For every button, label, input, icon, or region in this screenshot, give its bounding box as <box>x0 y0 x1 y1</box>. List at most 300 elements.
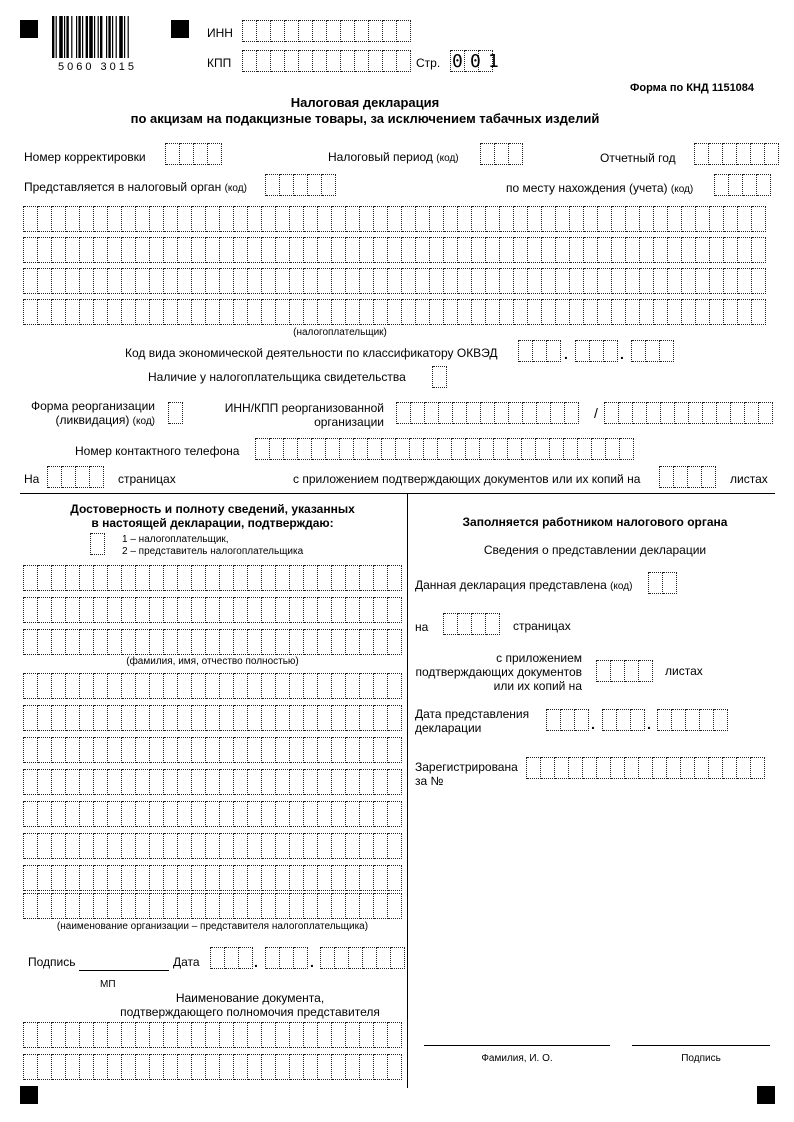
char-cell[interactable] <box>94 705 108 731</box>
fio-row-1[interactable] <box>23 565 402 591</box>
char-cell[interactable] <box>164 737 178 763</box>
char-cell[interactable] <box>528 206 542 232</box>
char-cell[interactable] <box>604 340 618 362</box>
char-cell[interactable] <box>164 299 178 325</box>
char-cell[interactable] <box>38 565 52 591</box>
char-cell[interactable] <box>38 673 52 699</box>
correction-cells[interactable] <box>165 143 222 165</box>
char-cell[interactable] <box>374 769 388 795</box>
char-cell[interactable] <box>710 299 724 325</box>
char-cell[interactable] <box>416 268 430 294</box>
char-cell[interactable] <box>332 237 346 263</box>
char-cell[interactable] <box>388 299 402 325</box>
char-cell[interactable] <box>731 402 745 424</box>
confirm-type-cell[interactable] <box>90 533 105 555</box>
char-cell[interactable] <box>514 268 528 294</box>
char-cell[interactable] <box>80 1022 94 1048</box>
char-cell[interactable] <box>164 673 178 699</box>
char-cell[interactable] <box>433 366 447 388</box>
char-cell[interactable] <box>724 237 738 263</box>
char-cell[interactable] <box>668 237 682 263</box>
char-cell[interactable] <box>234 268 248 294</box>
char-cell[interactable] <box>66 893 80 919</box>
char-cell[interactable] <box>66 865 80 891</box>
auth-date-day-cells[interactable] <box>546 709 589 731</box>
char-cell[interactable] <box>757 174 771 196</box>
char-cell[interactable] <box>360 299 374 325</box>
char-cell[interactable] <box>164 1054 178 1080</box>
taxpayer-row-4[interactable] <box>23 299 766 325</box>
char-cell[interactable] <box>276 299 290 325</box>
char-cell[interactable] <box>248 629 262 655</box>
char-cell[interactable] <box>689 402 703 424</box>
char-cell[interactable] <box>346 597 360 623</box>
certificate-cell[interactable] <box>432 366 447 388</box>
char-cell[interactable] <box>220 299 234 325</box>
char-cell[interactable] <box>550 438 564 460</box>
char-cell[interactable] <box>632 340 646 362</box>
char-cell[interactable] <box>696 268 710 294</box>
char-cell[interactable] <box>374 737 388 763</box>
char-cell[interactable] <box>62 466 76 488</box>
char-cell[interactable] <box>234 629 248 655</box>
char-cell[interactable] <box>150 1022 164 1048</box>
char-cell[interactable] <box>374 673 388 699</box>
char-cell[interactable] <box>647 402 661 424</box>
char-cell[interactable] <box>80 597 94 623</box>
char-cell[interactable] <box>318 833 332 859</box>
char-cell[interactable] <box>248 705 262 731</box>
char-cell[interactable] <box>332 705 346 731</box>
char-cell[interactable] <box>430 299 444 325</box>
char-cell[interactable] <box>38 629 52 655</box>
char-cell[interactable] <box>220 206 234 232</box>
char-cell[interactable] <box>304 629 318 655</box>
org-row-5[interactable] <box>23 801 402 827</box>
char-cell[interactable] <box>38 705 52 731</box>
char-cell[interactable] <box>164 769 178 795</box>
char-cell[interactable] <box>332 673 346 699</box>
char-cell[interactable] <box>598 299 612 325</box>
auth-pages-cells[interactable] <box>443 613 500 635</box>
char-cell[interactable] <box>318 865 332 891</box>
char-cell[interactable] <box>709 143 723 165</box>
char-cell[interactable] <box>332 268 346 294</box>
char-cell[interactable] <box>122 801 136 827</box>
char-cell[interactable] <box>590 340 604 362</box>
char-cell[interactable] <box>360 801 374 827</box>
char-cell[interactable] <box>262 629 276 655</box>
char-cell[interactable] <box>248 1054 262 1080</box>
char-cell[interactable] <box>346 737 360 763</box>
char-cell[interactable] <box>396 438 410 460</box>
char-cell[interactable] <box>695 757 709 779</box>
char-cell[interactable] <box>164 833 178 859</box>
char-cell[interactable] <box>262 673 276 699</box>
char-cell[interactable] <box>332 597 346 623</box>
doc-row-2[interactable] <box>23 1054 402 1080</box>
char-cell[interactable] <box>52 893 66 919</box>
char-cell[interactable] <box>592 438 606 460</box>
char-cell[interactable] <box>122 565 136 591</box>
char-cell[interactable] <box>266 174 280 196</box>
char-cell[interactable] <box>276 206 290 232</box>
char-cell[interactable] <box>514 299 528 325</box>
char-cell[interactable] <box>495 402 509 424</box>
doc-row-1[interactable] <box>23 1022 402 1048</box>
char-cell[interactable] <box>24 1022 38 1048</box>
char-cell[interactable] <box>710 268 724 294</box>
char-cell[interactable] <box>318 629 332 655</box>
char-cell[interactable] <box>388 1022 402 1048</box>
char-cell[interactable] <box>122 299 136 325</box>
char-cell[interactable] <box>262 565 276 591</box>
char-cell[interactable] <box>313 50 327 72</box>
char-cell[interactable] <box>290 565 304 591</box>
char-cell[interactable] <box>220 1054 234 1080</box>
char-cell[interactable] <box>480 438 494 460</box>
char-cell[interactable] <box>374 893 388 919</box>
char-cell[interactable] <box>108 1054 122 1080</box>
char-cell[interactable] <box>122 629 136 655</box>
auth-fio-line[interactable] <box>424 1045 610 1046</box>
char-cell[interactable] <box>737 757 751 779</box>
char-cell[interactable] <box>24 237 38 263</box>
char-cell[interactable] <box>150 705 164 731</box>
char-cell[interactable] <box>318 597 332 623</box>
char-cell[interactable] <box>388 673 402 699</box>
char-cell[interactable] <box>122 737 136 763</box>
char-cell[interactable] <box>626 299 640 325</box>
char-cell[interactable] <box>715 174 729 196</box>
char-cell[interactable] <box>360 737 374 763</box>
char-cell[interactable] <box>24 565 38 591</box>
char-cell[interactable] <box>318 769 332 795</box>
char-cell[interactable] <box>192 237 206 263</box>
char-cell[interactable] <box>340 438 354 460</box>
char-cell[interactable] <box>38 299 52 325</box>
char-cell[interactable] <box>500 206 514 232</box>
char-cell[interactable] <box>416 299 430 325</box>
char-cell[interactable] <box>108 893 122 919</box>
char-cell[interactable] <box>262 705 276 731</box>
char-cell[interactable] <box>388 705 402 731</box>
pages-cells[interactable] <box>47 466 104 488</box>
char-cell[interactable] <box>332 629 346 655</box>
char-cell[interactable] <box>24 801 38 827</box>
char-cell[interactable] <box>759 402 773 424</box>
char-cell[interactable] <box>682 206 696 232</box>
char-cell[interactable] <box>597 757 611 779</box>
char-cell[interactable] <box>710 237 724 263</box>
char-cell[interactable] <box>66 705 80 731</box>
char-cell[interactable] <box>192 1022 206 1048</box>
char-cell[interactable] <box>248 673 262 699</box>
char-cell[interactable] <box>542 237 556 263</box>
char-cell[interactable] <box>94 673 108 699</box>
char-cell[interactable] <box>248 893 262 919</box>
char-cell[interactable] <box>271 50 285 72</box>
char-cell[interactable] <box>290 597 304 623</box>
char-cell[interactable] <box>220 1022 234 1048</box>
char-cell[interactable] <box>388 737 402 763</box>
char-cell[interactable] <box>276 629 290 655</box>
char-cell[interactable] <box>178 565 192 591</box>
char-cell[interactable] <box>220 237 234 263</box>
char-cell[interactable] <box>66 565 80 591</box>
char-cell[interactable] <box>444 206 458 232</box>
fio-row-2[interactable] <box>23 597 402 623</box>
char-cell[interactable] <box>696 237 710 263</box>
char-cell[interactable] <box>611 757 625 779</box>
char-cell[interactable] <box>108 737 122 763</box>
char-cell[interactable] <box>108 1022 122 1048</box>
char-cell[interactable] <box>52 673 66 699</box>
char-cell[interactable] <box>318 737 332 763</box>
char-cell[interactable] <box>122 893 136 919</box>
char-cell[interactable] <box>388 893 402 919</box>
char-cell[interactable] <box>262 1054 276 1080</box>
char-cell[interactable] <box>122 237 136 263</box>
char-cell[interactable] <box>397 402 411 424</box>
char-cell[interactable] <box>304 893 318 919</box>
char-cell[interactable] <box>667 757 681 779</box>
char-cell[interactable] <box>631 709 645 731</box>
char-cell[interactable] <box>612 268 626 294</box>
char-cell[interactable] <box>80 769 94 795</box>
char-cell[interactable] <box>674 466 688 488</box>
char-cell[interactable] <box>569 757 583 779</box>
char-cell[interactable] <box>206 299 220 325</box>
char-cell[interactable] <box>346 1022 360 1048</box>
char-cell[interactable] <box>745 402 759 424</box>
char-cell[interactable] <box>80 206 94 232</box>
char-cell[interactable] <box>584 206 598 232</box>
char-cell[interactable] <box>262 865 276 891</box>
org-row-4[interactable] <box>23 769 402 795</box>
char-cell[interactable] <box>290 299 304 325</box>
char-cell[interactable] <box>388 865 402 891</box>
auth-attach-cells[interactable] <box>596 660 653 682</box>
char-cell[interactable] <box>76 466 90 488</box>
char-cell[interactable] <box>220 893 234 919</box>
char-cell[interactable] <box>136 893 150 919</box>
char-cell[interactable] <box>751 757 765 779</box>
char-cell[interactable] <box>94 801 108 827</box>
char-cell[interactable] <box>360 206 374 232</box>
char-cell[interactable] <box>700 709 714 731</box>
char-cell[interactable] <box>276 673 290 699</box>
char-cell[interactable] <box>206 769 220 795</box>
char-cell[interactable] <box>80 865 94 891</box>
char-cell[interactable] <box>178 299 192 325</box>
kpp-cells[interactable] <box>242 50 411 72</box>
char-cell[interactable] <box>248 865 262 891</box>
taxpayer-row-1[interactable] <box>23 206 766 232</box>
char-cell[interactable] <box>80 565 94 591</box>
char-cell[interactable] <box>542 206 556 232</box>
char-cell[interactable] <box>66 597 80 623</box>
char-cell[interactable] <box>80 629 94 655</box>
auth-date-year-cells[interactable] <box>657 709 728 731</box>
char-cell[interactable] <box>164 597 178 623</box>
attachment-cells[interactable] <box>659 466 716 488</box>
char-cell[interactable] <box>150 597 164 623</box>
char-cell[interactable] <box>318 893 332 919</box>
char-cell[interactable] <box>547 340 561 362</box>
char-cell[interactable] <box>136 769 150 795</box>
char-cell[interactable] <box>556 237 570 263</box>
char-cell[interactable] <box>94 565 108 591</box>
char-cell[interactable] <box>24 629 38 655</box>
char-cell[interactable] <box>717 402 731 424</box>
char-cell[interactable] <box>192 705 206 731</box>
char-cell[interactable] <box>318 206 332 232</box>
char-cell[interactable] <box>248 801 262 827</box>
char-cell[interactable] <box>52 833 66 859</box>
char-cell[interactable] <box>603 709 617 731</box>
char-cell[interactable] <box>575 709 589 731</box>
char-cell[interactable] <box>290 801 304 827</box>
char-cell[interactable] <box>649 572 663 594</box>
char-cell[interactable] <box>346 705 360 731</box>
char-cell[interactable] <box>108 268 122 294</box>
char-cell[interactable] <box>108 705 122 731</box>
char-cell[interactable] <box>654 206 668 232</box>
char-cell[interactable] <box>262 299 276 325</box>
char-cell[interactable] <box>24 268 38 294</box>
char-cell[interactable] <box>178 629 192 655</box>
char-cell[interactable] <box>276 597 290 623</box>
char-cell[interactable] <box>94 206 108 232</box>
char-cell[interactable] <box>262 597 276 623</box>
char-cell[interactable] <box>220 865 234 891</box>
char-cell[interactable] <box>467 402 481 424</box>
char-cell[interactable] <box>360 865 374 891</box>
char-cell[interactable] <box>383 20 397 42</box>
char-cell[interactable] <box>94 833 108 859</box>
char-cell[interactable] <box>737 143 751 165</box>
char-cell[interactable] <box>178 673 192 699</box>
char-cell[interactable] <box>164 206 178 232</box>
char-cell[interactable] <box>332 1054 346 1080</box>
char-cell[interactable] <box>382 438 396 460</box>
char-cell[interactable] <box>486 206 500 232</box>
char-cell[interactable] <box>150 865 164 891</box>
char-cell[interactable] <box>234 597 248 623</box>
char-cell[interactable] <box>192 893 206 919</box>
char-cell[interactable] <box>276 705 290 731</box>
char-cell[interactable] <box>377 947 391 969</box>
char-cell[interactable] <box>542 299 556 325</box>
char-cell[interactable] <box>724 268 738 294</box>
char-cell[interactable] <box>234 865 248 891</box>
char-cell[interactable] <box>714 709 728 731</box>
char-cell[interactable] <box>565 402 579 424</box>
char-cell[interactable] <box>262 206 276 232</box>
char-cell[interactable] <box>561 709 575 731</box>
char-cell[interactable] <box>346 1054 360 1080</box>
char-cell[interactable] <box>346 268 360 294</box>
char-cell[interactable] <box>192 673 206 699</box>
char-cell[interactable] <box>738 206 752 232</box>
char-cell[interactable] <box>38 737 52 763</box>
char-cell[interactable] <box>542 268 556 294</box>
okved-cells-3[interactable] <box>631 340 674 362</box>
char-cell[interactable] <box>38 769 52 795</box>
char-cell[interactable] <box>243 20 257 42</box>
char-cell[interactable] <box>136 565 150 591</box>
org-row-7[interactable] <box>23 865 402 891</box>
char-cell[interactable] <box>537 402 551 424</box>
char-cell[interactable] <box>266 947 280 969</box>
date-month-cells[interactable] <box>265 947 308 969</box>
char-cell[interactable] <box>640 206 654 232</box>
char-cell[interactable] <box>528 237 542 263</box>
char-cell[interactable] <box>108 299 122 325</box>
char-cell[interactable] <box>346 769 360 795</box>
char-cell[interactable] <box>122 268 136 294</box>
char-cell[interactable] <box>80 737 94 763</box>
char-cell[interactable] <box>702 466 716 488</box>
char-cell[interactable] <box>360 1022 374 1048</box>
char-cell[interactable] <box>108 597 122 623</box>
date-day-cells[interactable] <box>210 947 253 969</box>
char-cell[interactable] <box>663 572 677 594</box>
char-cell[interactable] <box>738 268 752 294</box>
char-cell[interactable] <box>388 237 402 263</box>
char-cell[interactable] <box>180 143 194 165</box>
char-cell[interactable] <box>136 865 150 891</box>
char-cell[interactable] <box>570 237 584 263</box>
char-cell[interactable] <box>458 613 472 635</box>
char-cell[interactable] <box>709 757 723 779</box>
char-cell[interactable] <box>234 1022 248 1048</box>
char-cell[interactable] <box>38 893 52 919</box>
char-cell[interactable] <box>66 673 80 699</box>
char-cell[interactable] <box>360 629 374 655</box>
char-cell[interactable] <box>318 565 332 591</box>
char-cell[interactable] <box>225 947 239 969</box>
char-cell[interactable] <box>658 709 672 731</box>
char-cell[interactable] <box>294 947 308 969</box>
char-cell[interactable] <box>430 268 444 294</box>
char-cell[interactable] <box>332 801 346 827</box>
char-cell[interactable] <box>425 402 439 424</box>
char-cell[interactable] <box>444 613 458 635</box>
char-cell[interactable] <box>262 893 276 919</box>
char-cell[interactable] <box>192 737 206 763</box>
char-cell[interactable] <box>458 206 472 232</box>
char-cell[interactable] <box>284 438 298 460</box>
char-cell[interactable] <box>374 206 388 232</box>
char-cell[interactable] <box>682 268 696 294</box>
char-cell[interactable] <box>304 268 318 294</box>
char-cell[interactable] <box>234 801 248 827</box>
char-cell[interactable] <box>318 705 332 731</box>
char-cell[interactable] <box>38 597 52 623</box>
char-cell[interactable] <box>169 402 183 424</box>
char-cell[interactable] <box>536 438 550 460</box>
org-row-2[interactable] <box>23 705 402 731</box>
char-cell[interactable] <box>640 299 654 325</box>
char-cell[interactable] <box>374 833 388 859</box>
char-cell[interactable] <box>24 893 38 919</box>
char-cell[interactable] <box>527 757 541 779</box>
char-cell[interactable] <box>262 268 276 294</box>
char-cell[interactable] <box>276 865 290 891</box>
char-cell[interactable] <box>646 340 660 362</box>
